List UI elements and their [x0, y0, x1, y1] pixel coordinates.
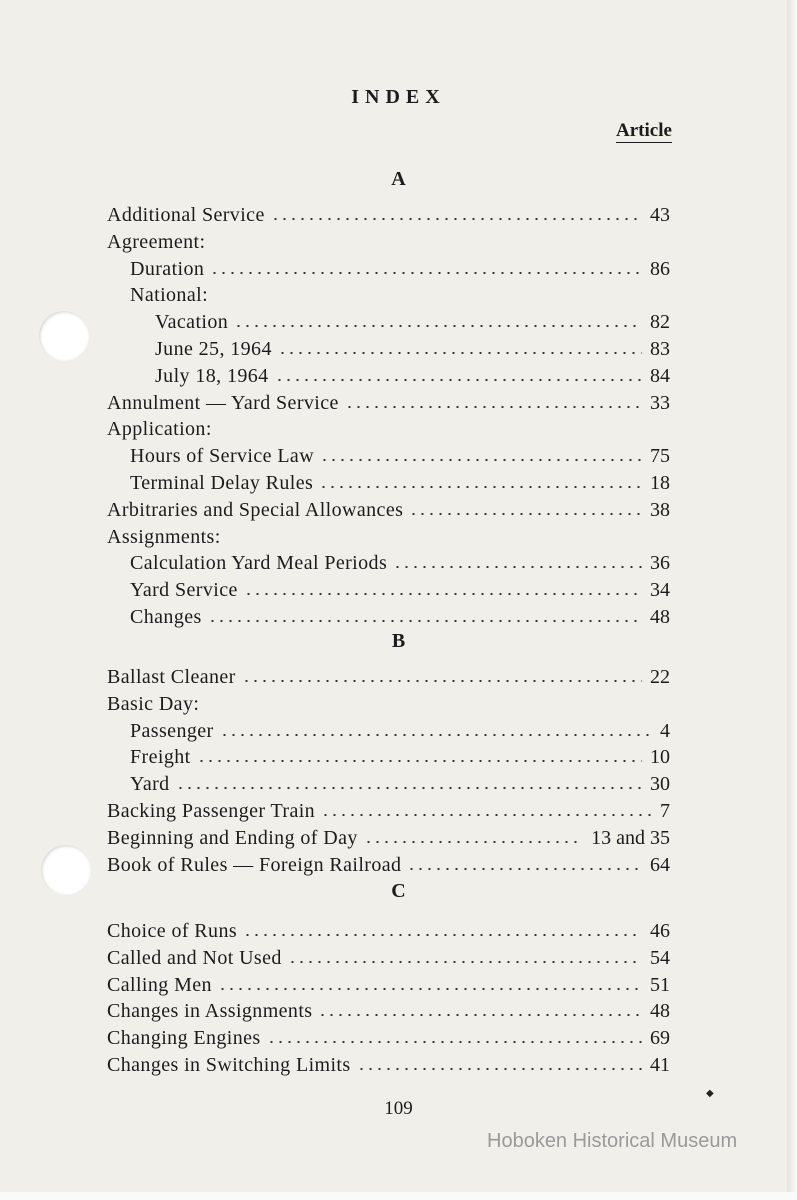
- entry-article-number: 18: [650, 472, 670, 494]
- index-entry: [107, 666, 670, 689]
- dot-leader: [407, 867, 642, 871]
- entry-label: Arbitraries and Special Allowances: [107, 498, 404, 521]
- entry-label: Beginning and Ending of Day: [107, 826, 358, 849]
- index-entry: [130, 746, 670, 769]
- entry-label: Book of Rules — Foreign Railroad: [107, 853, 402, 876]
- entry-label: Choice of Runs: [107, 920, 238, 942]
- dot-leader: [275, 378, 642, 382]
- index-entry: [107, 526, 670, 549]
- entry-label: Terminal Delay Rules: [130, 472, 314, 494]
- dot-leader: [319, 485, 642, 489]
- entry-article-number: 48: [650, 1000, 670, 1023]
- entry-article-number: 69: [650, 1027, 670, 1050]
- entry-label: Basic Day:: [107, 692, 200, 715]
- index-entry: [107, 1027, 670, 1050]
- entry-label: Called and Not Used: [107, 946, 282, 969]
- index-entry: [130, 552, 670, 575]
- index-entry: [155, 311, 670, 334]
- entry-article-number: 34: [650, 579, 670, 602]
- dot-leader: [271, 217, 642, 221]
- entry-label: National:: [130, 284, 209, 307]
- dot-leader: [208, 619, 642, 623]
- dot-leader: [321, 813, 652, 817]
- entry-label: Agreement:: [107, 230, 206, 253]
- section-letter-a: A: [391, 168, 406, 190]
- entry-article-number: 4: [660, 719, 670, 742]
- entry-article-number: 51: [650, 973, 670, 996]
- watermark: Hoboken Historical Museum: [487, 1130, 738, 1152]
- entry-label: Application:: [107, 418, 212, 441]
- dot-leader: [244, 592, 642, 596]
- index-entry: [107, 231, 670, 254]
- dot-leader: [243, 933, 642, 937]
- entry-label: Changing Engines: [107, 1027, 261, 1050]
- entry-label: Freight: [130, 746, 191, 769]
- entry-article-number: 7: [660, 800, 670, 822]
- entry-label: Hours of Service Law: [130, 445, 315, 468]
- dot-leader: [357, 1067, 642, 1071]
- entry-label: Additional Service: [107, 204, 265, 226]
- page-number: 109: [384, 1098, 413, 1119]
- entry-label: Passenger: [130, 719, 214, 742]
- dot-leader: [409, 512, 642, 516]
- index-entry: [130, 720, 670, 743]
- dot-leader: [220, 733, 652, 737]
- dot-leader: [364, 840, 583, 844]
- index-entry: [107, 827, 670, 850]
- section-letter-b: B: [391, 630, 406, 652]
- entry-label: Annulment — Yard Service: [107, 391, 339, 414]
- binder-hole-top: [39, 311, 89, 361]
- dot-leader: [318, 1013, 642, 1017]
- entry-article-number: 13 and 35: [591, 826, 670, 849]
- entry-label: Changes: [130, 606, 202, 628]
- entry-label: Changes in Switching Limits: [107, 1054, 351, 1076]
- entry-article-number: 48: [650, 606, 670, 628]
- index-entry: [107, 1054, 670, 1077]
- entry-article-number: 86: [650, 257, 670, 280]
- entry-article-number: 46: [650, 920, 670, 942]
- article-column-heading: Article: [616, 120, 672, 141]
- entry-article-number: 36: [650, 552, 670, 575]
- section-letter-c: C: [391, 880, 406, 902]
- entry-article-number: 83: [650, 338, 670, 360]
- entry-label: Calling Men: [107, 973, 212, 996]
- entry-article-number: 22: [650, 666, 670, 688]
- index-entry: [107, 920, 670, 943]
- entry-label: Calculation Yard Meal Periods: [130, 552, 388, 575]
- index-entry: [130, 579, 670, 602]
- dot-leader: [320, 458, 642, 462]
- index-entry: [107, 1000, 670, 1023]
- entry-label: Backing Passenger Train: [107, 800, 316, 822]
- entry-article-number: 33: [650, 391, 670, 414]
- entry-article-number: 82: [650, 311, 670, 334]
- entry-article-number: 54: [650, 946, 670, 969]
- index-entry: [107, 974, 670, 997]
- index-entry: [107, 800, 670, 823]
- dot-leader: [242, 679, 642, 683]
- entry-article-number: 10: [650, 746, 670, 769]
- index-entry: [107, 418, 670, 441]
- entry-label: Ballast Cleaner: [107, 666, 236, 688]
- entry-article-number: 30: [650, 773, 670, 796]
- index-entry: [130, 773, 670, 796]
- dot-leader: [345, 405, 642, 409]
- dot-leader: [176, 786, 642, 790]
- index-entry: [155, 365, 670, 388]
- index-entry: [107, 693, 670, 716]
- entry-label: Assignments:: [107, 525, 221, 548]
- dot-leader: [210, 271, 642, 275]
- entry-label: June 25, 1964: [155, 338, 272, 360]
- index-entry: [107, 499, 670, 522]
- entry-label: Duration: [130, 257, 205, 280]
- dot-leader: [267, 1040, 642, 1044]
- index-entry: [130, 472, 670, 495]
- dot-leader: [197, 759, 642, 763]
- index-entry: [107, 854, 670, 877]
- index-entry: [155, 338, 670, 361]
- index-entry: [107, 947, 670, 970]
- entry-label: Yard Service: [130, 579, 238, 602]
- index-entry: [130, 284, 670, 307]
- entry-article-number: 64: [650, 853, 670, 876]
- page-title: INDEX: [351, 86, 446, 108]
- entry-label: Vacation: [155, 311, 229, 334]
- ink-speck: ◆: [706, 1088, 714, 1099]
- page-edge-bottom: [0, 1192, 797, 1200]
- index-entry: [130, 258, 670, 281]
- entry-article-number: 84: [650, 364, 670, 387]
- dot-leader: [288, 960, 642, 964]
- index-entry: [130, 445, 670, 468]
- entry-label: July 18, 1964: [155, 364, 269, 387]
- entry-label: Changes in Assignments: [107, 1000, 313, 1023]
- entry-label: Yard: [130, 773, 170, 796]
- index-entry: [130, 606, 670, 629]
- entry-article-number: 75: [650, 445, 670, 468]
- dot-leader: [234, 324, 642, 328]
- index-entry: [107, 392, 670, 415]
- index-entry: [107, 204, 670, 227]
- entry-article-number: 41: [650, 1054, 670, 1076]
- entry-article-number: 38: [650, 498, 670, 521]
- dot-leader: [393, 565, 642, 569]
- dot-leader: [218, 987, 642, 991]
- dot-leader: [278, 351, 642, 355]
- entry-article-number: 43: [650, 204, 670, 226]
